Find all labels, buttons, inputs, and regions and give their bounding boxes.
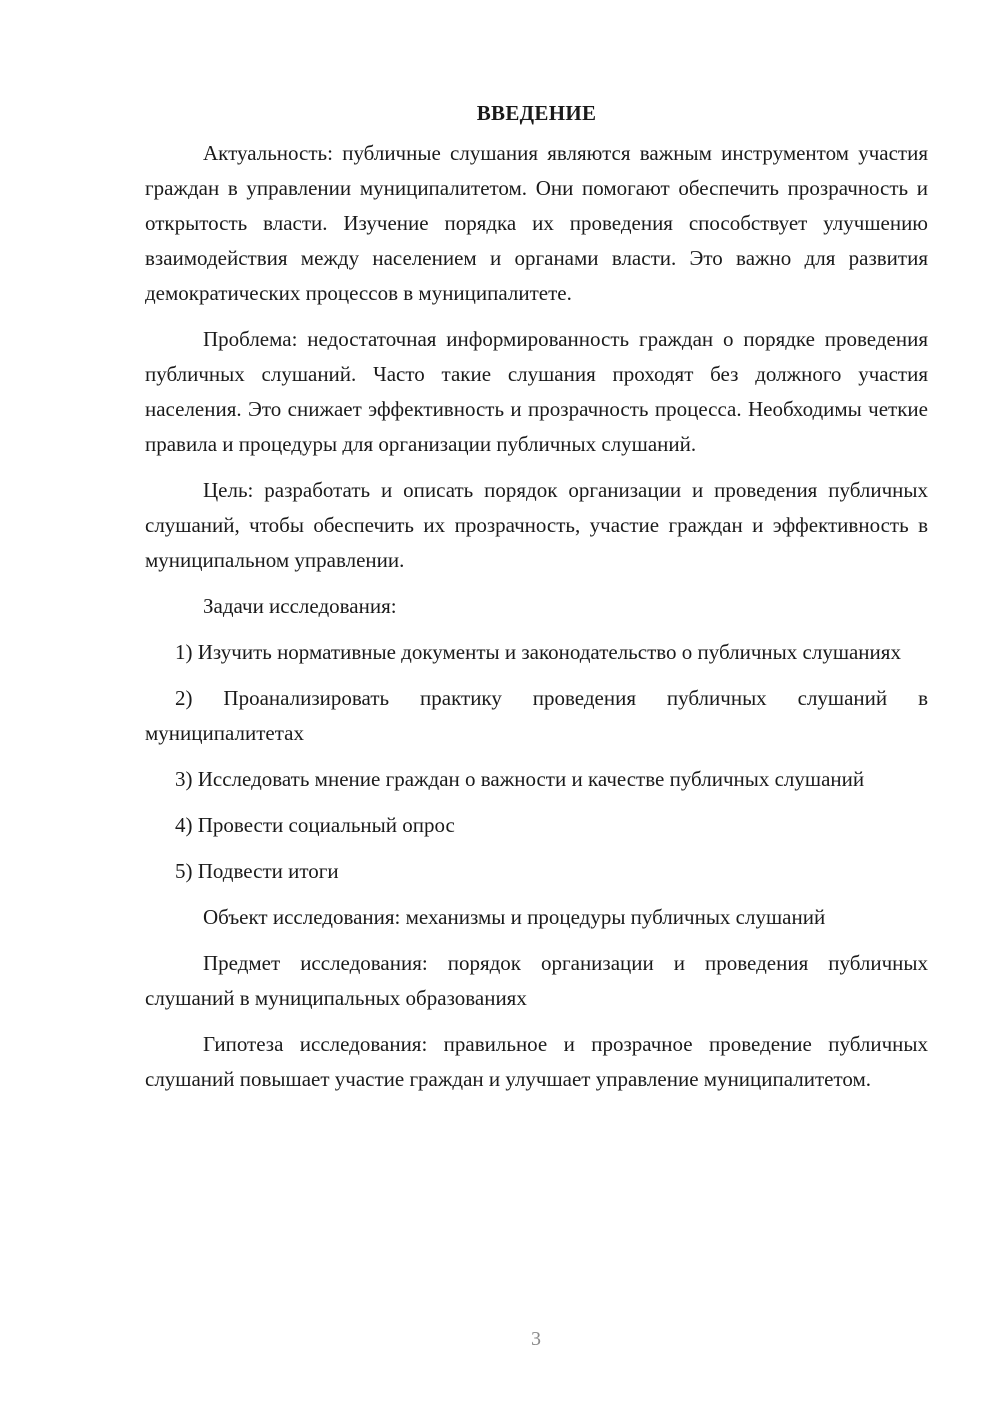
- list-item: 2) Проанализировать практику проведения публичных слушаний в муниципалитетах: [145, 686, 928, 745]
- page-title: ВВЕДЕНИЕ: [476, 101, 597, 125]
- document-page: [145, 96, 928, 1108]
- list-item: 5) Подвести итоги: [175, 859, 339, 883]
- hypothesis-paragraph: Гипотеза исследования: правильное и прозрачное проведение публичных слушаний повышает участие граждан и улучшает управление муниципалитетом.: [145, 1032, 928, 1091]
- list-item: 1) Изучить нормативные документы и законодательство о публичных слушаниях: [175, 640, 901, 664]
- problem-paragraph: Проблема: недостаточная информированность граждан о порядке проведения публичных слушаний. Часто такие слушания проходят без должного участия населения. Это снижает эффективность и прозрачность процесса. Необходимы четкие правила и процедуры для организации публичных слушаний.: [145, 327, 928, 456]
- tasks-heading: Задачи исследования:: [203, 594, 397, 618]
- object-paragraph: Объект исследования: механизмы и процедуры публичных слушаний: [203, 905, 826, 929]
- goal-paragraph: Цель: разработать и описать порядок организации и проведения публичных слушаний, чтобы обеспечить их прозрачность, участие граждан и эффективность в муниципальном управлении.: [145, 478, 928, 572]
- page-number: 3: [531, 1328, 541, 1350]
- actuality-paragraph: Актуальность: публичные слушания являются важным инструментом участия граждан в управлении муниципалитетом. Они помогают обеспечить прозрачность и открытость власти. Изучение порядка их проведения способствует улучшению взаимодействия между населением и органами власти. Это важно для развития демократических процессов в муниципалитете.: [145, 141, 928, 305]
- list-item: 4) Провести социальный опрос: [175, 813, 455, 837]
- subject-paragraph: Предмет исследования: порядок организации и проведения публичных слушаний в муниципальных образованиях: [145, 951, 928, 1010]
- list-item: 3) Исследовать мнение граждан о важности и качестве публичных слушаний: [175, 767, 865, 791]
